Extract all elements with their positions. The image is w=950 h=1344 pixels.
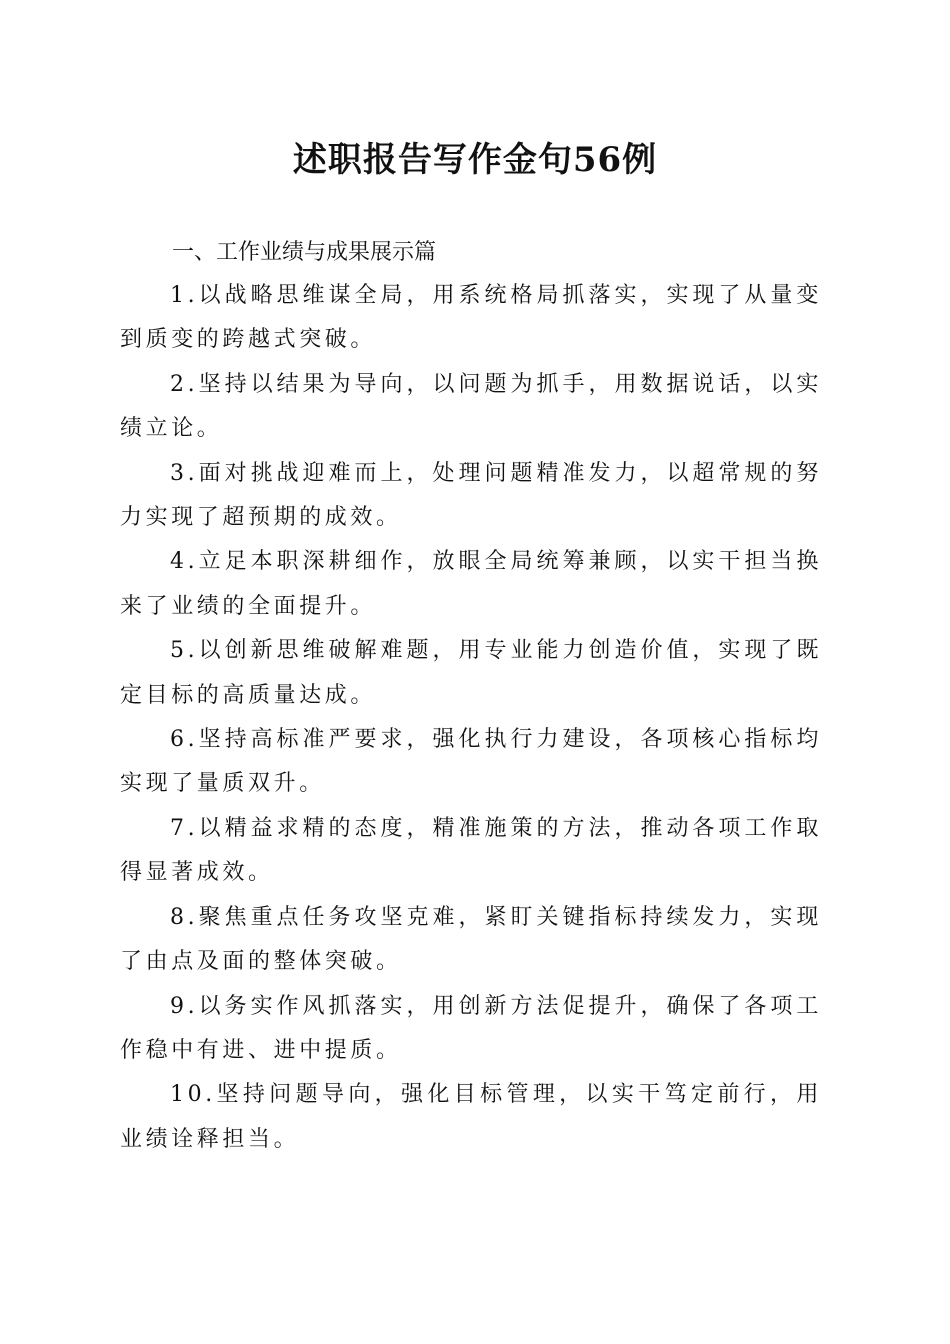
list-item-1: 1.以战略思维谋全局，用系统格局抓落实，实现了从量变到质变的跨越式突破。 xyxy=(120,283,822,353)
document-body xyxy=(120,232,822,1162)
list-item-8: 8.聚焦重点任务攻坚克难，紧盯关键指标持续发力，实现了由点及面的整体突破。 xyxy=(120,904,822,975)
list-item-10: 10.坚持问题导向，强化目标管理，以实干笃定前行，用业绩诠释担当。 xyxy=(120,1082,822,1152)
list-item-2: 2.坚持以结果为导向，以问题为抓手，用数据说话，以实绩立论。 xyxy=(120,371,822,442)
list-item-5: 5.以创新思维破解难题，用专业能力创造价值，实现了既定目标的高质量达成。 xyxy=(120,638,822,708)
list-item-4: 4.立足本职深耕细作，放眼全局统筹兼顾，以实干担当换来了业绩的全面提升。 xyxy=(120,549,822,619)
list-item-9: 9.以务实作风抓落实，用创新方法促提升，确保了各项工作稳中有进、进中提质。 xyxy=(120,993,822,1063)
list-item-7: 7.以精益求精的态度，精准施策的方法，推动各项工作取得显著成效。 xyxy=(120,815,822,886)
document-title: 述职报告写作金句56例 xyxy=(292,140,658,180)
list-item-6: 6.坚持高标准严要求，强化执行力建设，各项核心指标均实现了量质双升。 xyxy=(120,727,822,797)
section-heading: 一、工作业绩与成果展示篇 xyxy=(172,240,437,265)
list-item-3: 3.面对挑战迎难而上，处理问题精准发力，以超常规的努力实现了超预期的成效。 xyxy=(120,460,822,531)
